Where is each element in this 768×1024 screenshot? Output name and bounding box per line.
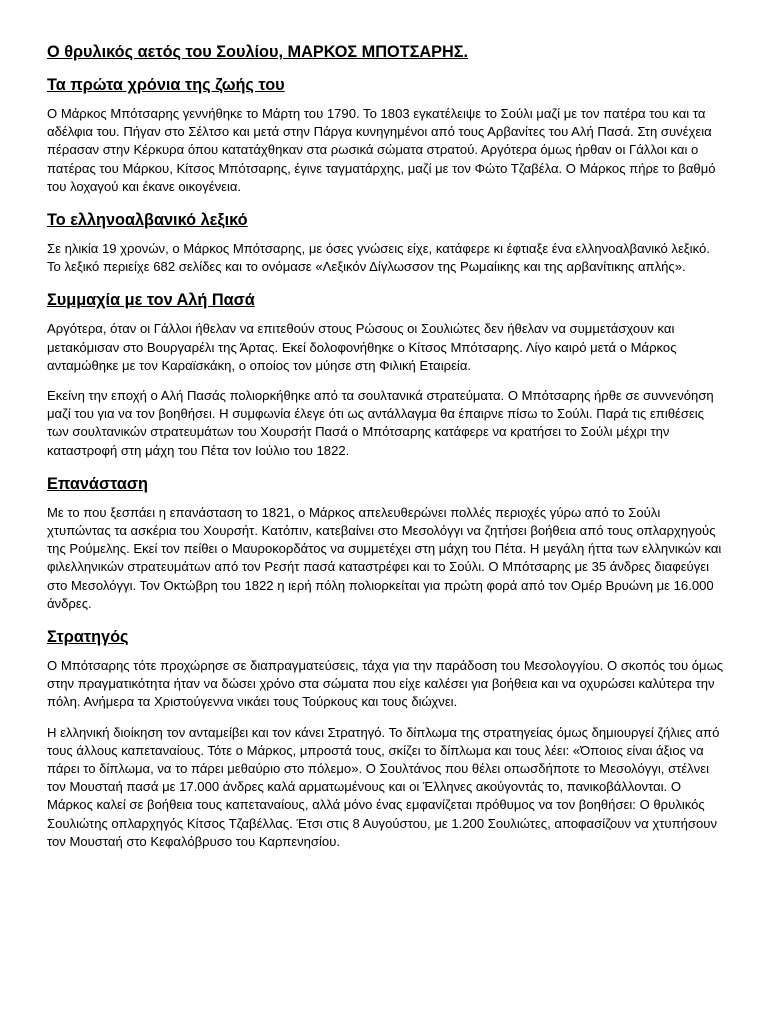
paragraph: Με το που ξεσπάει η επανάσταση το 1821, ο Μάρκος απελευθερώνει πολλές περιοχές γύρω από το Σούλι χτυπώντας τα ασκέρια του Χουρσήτ. Κατόπιν, κατεβαίνει στο Μεσολόγγι να ζητήσει βοήθεια από τους οπλαρχηγούς της Ρούμελης. Εκεί τον πείθει ο Μαυροκορδάτος να συμμετέχει στη μάχη του Πέτα. Η μεγάλη ήττα των ελληνικών και φιλελληνικών στρατευμάτων από τον Ρεσήτ πασά καταστρέφει και το Σούλι. Ο Μπότσαρης με 35 άνδρες διαφεύγει στο Μεσολόγγι. Τον Οκτώβρη του 1822 η ιερή πόλη πολιορκείται για πρώτη φορά από τον Ομέρ Βρυώνη με 16.000 άνδρες. — [47, 504, 722, 611]
section-dictionary — [47, 208, 724, 276]
section-revolution — [47, 472, 724, 613]
section-heading: Επανάσταση — [47, 474, 148, 493]
section-early-years — [47, 73, 724, 196]
document-page — [47, 40, 724, 863]
section-alliance — [47, 288, 724, 459]
document-title: Ο θρυλικός αετός του Σουλίου, ΜΑΡΚΟΣ ΜΠΟΤΣΑΡΗΣ. — [47, 43, 469, 61]
paragraph: Σε ηλικία 19 χρονών, ο Μάρκος Μπότσαρης, με όσες γνώσεις είχε, κατάφερε κι έφτιαξε ένα ελληνοαλβανικό λεξικό. Το λεξικό περιείχε 682 σελίδες και το ονόμασε «Λεξικόν Δίγλωσσον της Ρωμαίικης και της αρβανίτικης απλής». — [47, 241, 710, 275]
paragraph: Ο Μπότσαρης τότε προχώρησε σε διαπραγματεύσεις, τάχα για την παράδοση του Μεσολογγίου. Ο σκοπός του όμως στην πραγματικότητα ήταν να δώσει χρόνο στα σώματα που είχε καλέσει για βοήθεια και να οχυρώσει καλύτερα την πόλη. Ανήμερα τα Χριστούγεννα νικάει τους Τούρκους και τους διώχνει. — [47, 658, 724, 710]
section-heading: Συμμαχία με τον Αλή Πασά — [47, 291, 255, 310]
paragraph: Η ελληνική διοίκηση τον ανταμείβει και τον κάνει Στρατηγό. Το δίπλωμα της στρατηγείας όμως δημιουργεί ζήλιες από τους άλλους καπεταναίους. Τότε ο Μάρκος, μπροστά τους, σκίζει το δίπλωμα και τους λέει: «Όποιος είναι άξιος να πάρει το δίπλωμα, να το πάρει μεθαύριο στο πόλεμο». Ο Σουλτάνος που θέλει οπωσδήποτε το Μεσολόγγι, στέλνει τον Μουσταή πασά με 17.000 άνδρες καλά αρματωμένους και οι Έλληνες ακούγοντάς το, πανικοβάλλονται. Ο Μάρκος καλεί σε βοήθεια τους καπεταναίους, αλλά μόνο ένας εμφανίζεται πρόθυμος να τον βοηθήσει: Ο θρυλικός Σουλιώτης οπλαρχηγός Κίτσος Τζαβέλλας. Έτσι στις 8 Αυγούστου, με 1.200 Σουλιώτες, αποφασίζουν να χτυπήσουν τον Μουσταή στο Κεφαλόβρυσο του Καρπενησίου. — [47, 724, 720, 849]
section-heading: Τα πρώτα χρόνια της ζωής του — [47, 76, 285, 94]
paragraph: Ο Μάρκος Μπότσαρης γεννήθηκε το Μάρτη του 1790. Το 1803 εγκατέλειψε το Σούλι μαζί με τον πατέρα του και τα αδέλφια του. Πήγαν στο Σέλτσο και μετά στην Πάργα κυνηγημένοι από τους Αρβανίτες του Αλή Πασά. Στη συνέχεια πέρασαν στην Κέρκυρα όπου κατατάχθηκαν στα ρωσικά σώματα στρατού. Αργότερα όμως ήρθαν οι Γάλλοι και ο πατέρας του Μάρκου, Κίτσος Μπότσαρης, έγινε ταγματάρχης, μαζί με τον Φώτο Τζαβέλα. Ο Μάρκος πήρε το βαθμό του λοχαγού και έκανε οικογένεια. — [47, 106, 716, 194]
section-heading: Στρατηγός — [47, 628, 129, 647]
section-heading: Το ελληνοαλβανικό λεξικό — [47, 211, 248, 230]
paragraph: Αργότερα, όταν οι Γάλλοι ήθελαν να επιτεθούν στους Ρώσους οι Σουλιώτες δεν ήθελαν να συμμετάσχουν και μετακόμισαν στο Βουργαρέλι της Άρτας. Εκεί δολοφονήθηκε ο Κίτσος Μπότσαρης. Λίγο καιρό μετά ο Μάρκος ανταμώθηκε με τον Καραϊσκάκη, ο οποίος τον μύησε στη Φιλική Εταιρεία. — [47, 321, 677, 373]
section-general — [47, 625, 724, 851]
paragraph: Εκείνη την εποχή ο Αλή Πασάς πολιορκήθηκε από τα σουλτανικά στρατεύματα. Ο Μπότσαρης ήρθε σε συννενόηση μαζί του για να τον βοηθήσει. Η συμφωνία έλεγε ότι ως αντάλλαγμα θα έπαιρνε πίσω το Σούλι. Παρά τις επιθέσεις των σουλτανικών στρατευμάτων του Χουρσήτ Πασά ο Μπότσαρης κατάφερε να κρατήσει το Σούλι μέχρι την καταστροφή στη μάχη του Πέτα τον Ιούλιο του 1822. — [47, 388, 714, 458]
